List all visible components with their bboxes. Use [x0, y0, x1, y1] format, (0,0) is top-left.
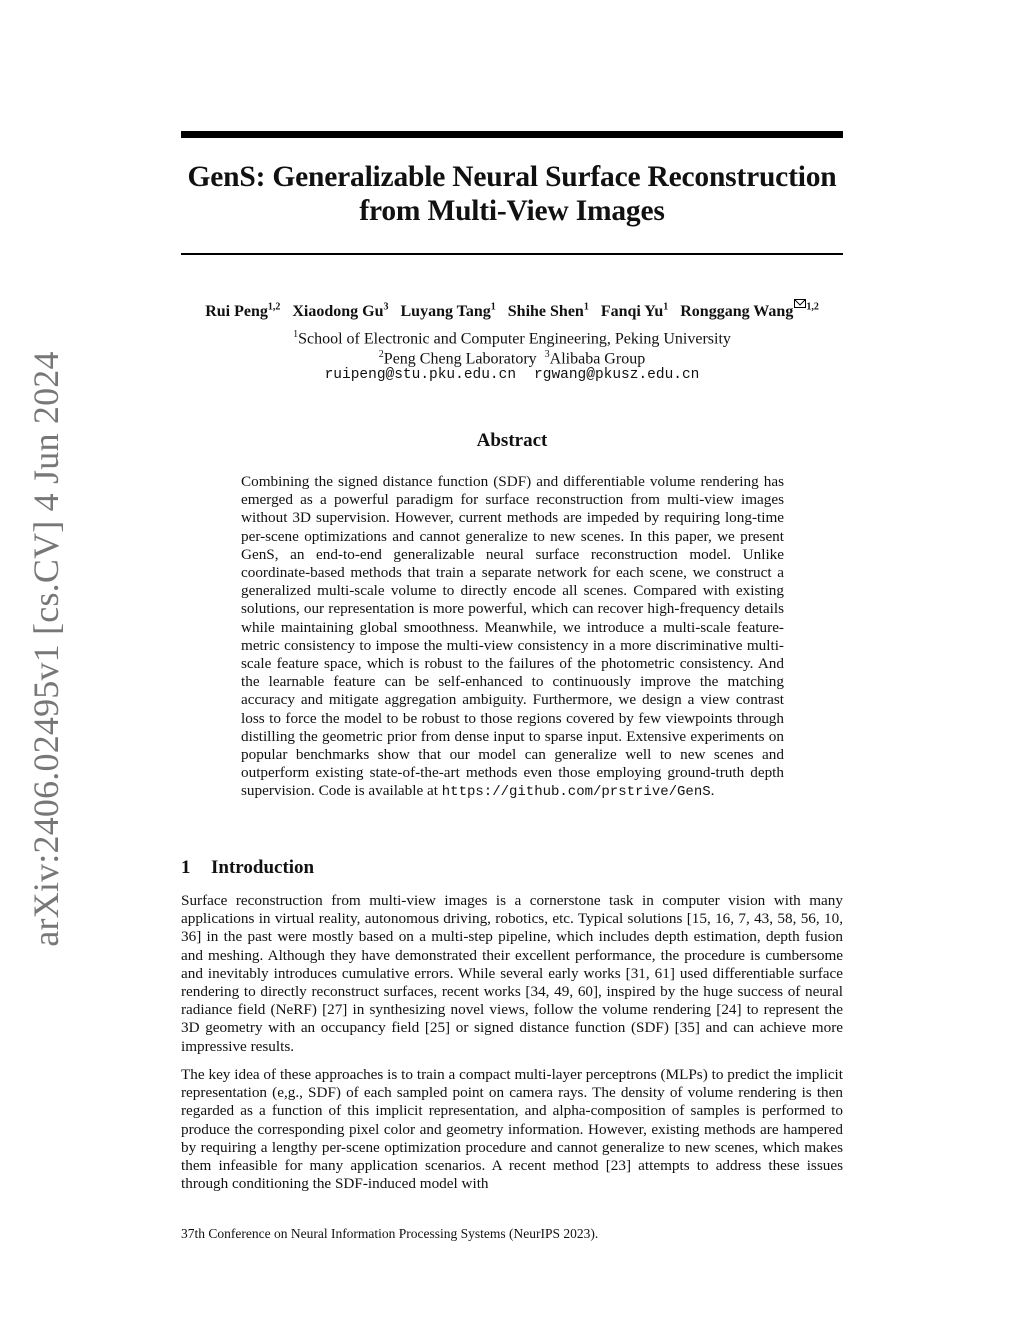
- abstract-heading: Abstract: [476, 430, 548, 451]
- title-bottom-rule: [181, 253, 843, 255]
- author: Luyang Tang$^1$: [400, 302, 496, 321]
- author: Xiaodong Gu$^3$: [292, 302, 389, 321]
- affiliation-pku: School of Electronic and Computer Engineering, Peking University: [298, 330, 731, 348]
- section-heading: [181, 856, 314, 880]
- email-address[interactable]: rgwang@pkusz.edu.cn: [534, 367, 700, 383]
- conference-footnote: 37th Conference on Neural Information Processing Systems (NeurIPS 2023).: [181, 1226, 599, 1241]
- envelope-icon: [794, 299, 806, 308]
- abstract-body: Combining the signed distance function (SDF) and differentiable volume rendering has emerged as a powerful paradigm for surface reconstruction from multi-view images without 3D supervision. However, current methods are impeded by requiring long-time per-scene optimizations and cannot generalize to new scenes. In this paper, we present GenS, an end-to-end generalizable neural surface reconstruction model. Unlike coordinate-based methods that train a separate network for each scene, we construct a generalized multi-scale volume to directly encode all scenes. Compared with existing solutions, our representation is more powerful, which can recover high-frequency details while maintaining global smoothness. Meanwhile, we introduce a multi-scale feature-metric consistency to impose the multi-view consistency in a more discriminative multi-scale feature space, which is robust to the failures of the photometric consistency. And the learnable feature can be self-enhanced to continuously improve the matching accuracy and mitigate aggregation ambiguity. Furthermore, we design a view contrast loss to force the model to be robust to those regions covered by few viewpoints through distilling the geometric prior from dense input to sparse input. Extensive experiments on popular benchmarks show that our model can generalize well to new scenes and outperform existing state-of-the-art methods even those employing ground-truth depth supervision. Code is available at https://github.com/prstrive/GenS.: [241, 473, 784, 801]
- affiliation-pcl: Peng Cheng Laboratory: [383, 350, 537, 368]
- author-list: [150, 298, 874, 322]
- affiliation-alibaba: Alibaba Group: [549, 350, 646, 368]
- email-address[interactable]: ruipeng@stu.pku.edu.cn: [324, 367, 517, 383]
- author: Fanqi Yu$^1$: [600, 302, 669, 321]
- abstract-text: Combining the signed distance function (SDF) and differentiable volume rendering has emerged as a powerful paradigm for surface reconstruction from multi-view images without 3D supervision. However, current methods are impeded by requiring long-time per-scene optimizations and cannot generalize to new scenes. In this paper, we present GenS, an end-to-end generalizable neural surface reconstruction model. Unlike coordinate-based methods that train a separate network for each scene, we construct a generalized multi-scale volume to directly encode all scenes. Compared with existing solutions, our representation is more powerful, which can recover high-frequency details while maintaining global smoothness. Meanwhile, we introduce a multi-scale feature-metric consistency to impose the multi-view consistency in a more discriminative multi-scale feature space, which is robust to the failures of the photometric consistency. And the learnable feature can be self-enhanced to continuously improve the matching accuracy and mitigate aggregation ambiguity. Furthermore, we design a view contrast loss to force the model to be robust to those regions covered by few viewpoints through distilling the geometric prior from dense input to sparse input. Extensive experiments on popular benchmarks show that our model can generalize well to new scenes and outperform existing state-of-the-art methods even those employing ground-truth depth supervision. Code is available at: [241, 473, 784, 800]
- intro-paragraph-1: Surface reconstruction from multi-view images is a cornerstone task in computer vision with many applications in virtual reality, autonomous driving, robotics, etc. Typical solutions [15, 16, 7, 43, 58, 56, 10, 36] in the past were mostly based on a multi-step pipeline, which includes depth estimation, depth fusion and meshing. Although they have demonstrated their excellent performance, the procedure is cumbersome and inevitably introduces cumulative errors. While several early works [31, 61] used differentiable surface rendering to directly reconstruct surfaces, recent works [34, 49, 60], inspired by the huge success of neural radiance field (NeRF) [27] in synthesizing novel views, follow the volume rendering [24] to represent the 3D geometry with an occupancy field [25] or signed distance function (SDF) [35] and can achieve more impressive results.: [181, 892, 843, 1055]
- email-list: [181, 365, 843, 385]
- arxiv-sidebar-stamp: [26, 350, 66, 947]
- author: Shihe Shen$^1$: [507, 302, 589, 321]
- section-number: 1: [181, 857, 191, 878]
- affiliation-line-2: $^2$Peng Cheng Laboratory $^3$Alibaba Group: [378, 349, 646, 368]
- section-title: Introduction: [211, 857, 315, 878]
- paper-title: [181, 160, 843, 228]
- title-top-rule: [181, 131, 843, 138]
- author: Rui Peng$^{1,2}$: [205, 302, 281, 321]
- corresponding-author: Ronggang Wang $^{1,2}$: [680, 303, 819, 320]
- title-line-1: GenS: Generalizable Neural Surface Reconstruction: [187, 161, 837, 193]
- code-link[interactable]: https://github.com/prstrive/GenS: [441, 784, 711, 801]
- affiliation-line-1: $^1$School of Electronic and Computer Engineering, Peking University: [293, 329, 731, 348]
- title-line-2: from Multi-View Images: [359, 195, 665, 227]
- intro-paragraph-2: The key idea of these approaches is to train a compact multi-layer perceptrons (MLPs) to predict the implicit representation (e,g., SDF) of each sampled point on camera rays. The density of volume rendering is then regarded as a function of this implicit representation, and alpha-composition of samples is performed to produce the corresponding pixel color and geometry information. However, existing methods are hampered by requiring a lengthy per-scene optimization procedure and cannot generalize to new scenes, which makes them infeasible for many application scenarios. A recent method [23] attempts to address these issues through conditioning the SDF-induced model with: [181, 1066, 843, 1193]
- arxiv-identifier: arXiv:2406.02495v1 [cs.CV] 4 Jun 2024: [26, 350, 66, 947]
